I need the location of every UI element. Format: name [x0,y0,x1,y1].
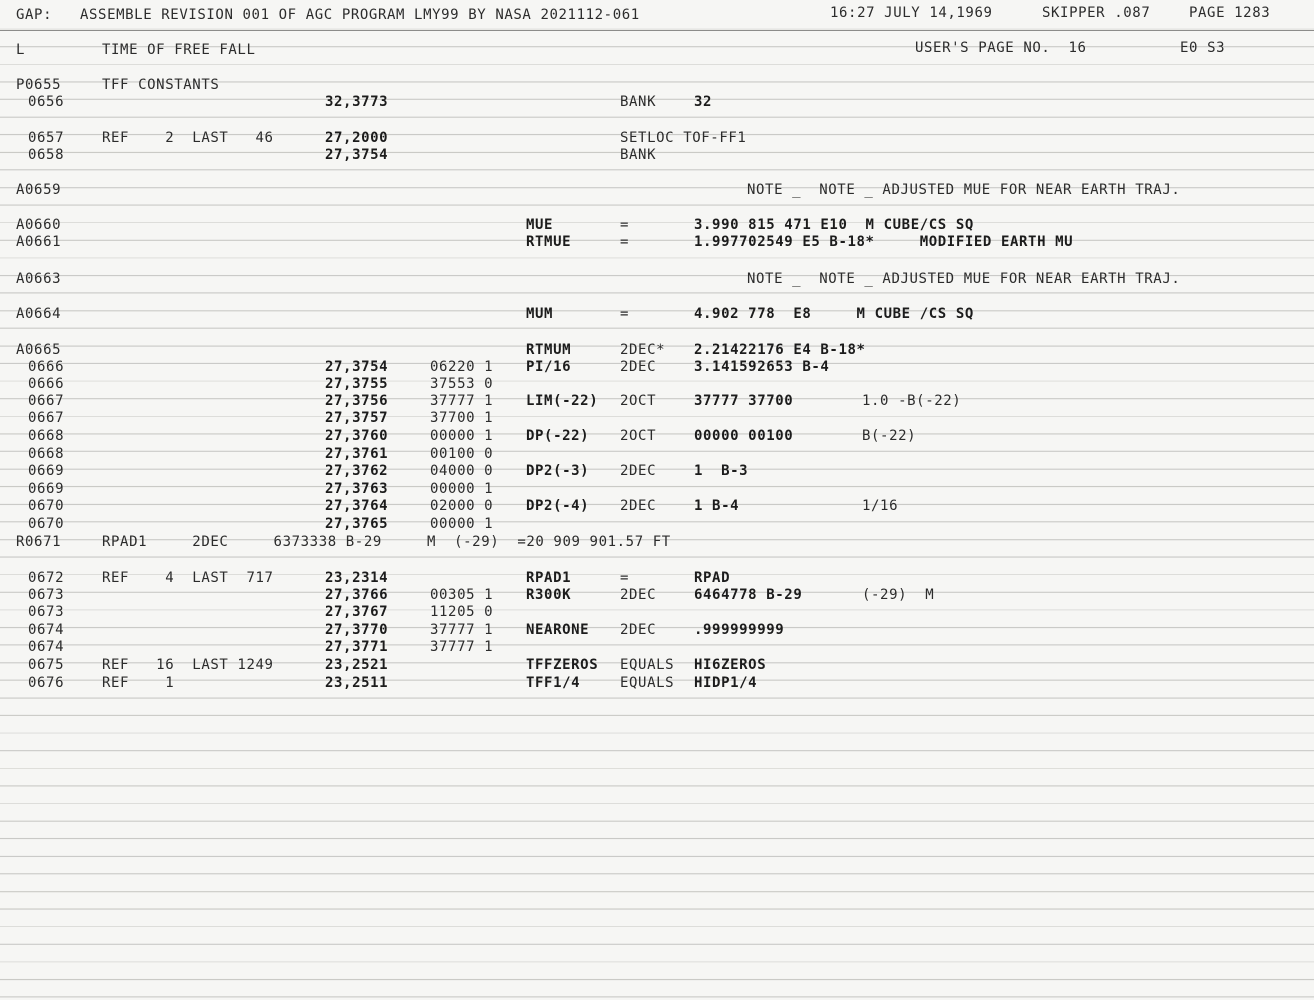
gap-label: GAP: [16,7,53,23]
listing-word: 00100 0 [430,446,494,462]
listing-num: 0676 [28,675,65,691]
listing-num: R0671 [16,534,62,550]
listing-num: A0660 [16,217,62,233]
listing-op: = [620,570,630,586]
listing-word: 37777 1 [430,639,494,655]
listing-num: 0667 [28,393,65,409]
listing-operand: 37777 37700 [694,393,794,409]
listing-operand: 2.21422176 E4 B-18* [694,342,866,358]
listing-op: = [620,234,630,250]
listing-ref: REF 16 LAST 1249 [102,657,274,673]
listing-op: = [620,217,630,233]
listing-num: 0658 [28,147,65,163]
listing-loc: 27,3766 [325,587,389,603]
listing-num: 0674 [28,639,65,655]
listing-label2: NEARONE [526,622,590,638]
listing-word: 37553 0 [430,376,494,392]
listing-label: TFF CONSTANTS [102,77,220,93]
listing-loc: 27,2000 [325,130,389,146]
listing-num: 0656 [28,94,65,110]
listing-op: 2DEC* [620,342,666,358]
listing-loc: 27,3756 [325,393,389,409]
listing-operand: HI6ZEROS [694,657,767,673]
listing-num: 0673 [28,587,65,603]
listing-word: 00000 1 [430,428,494,444]
listing-mnem: BANK [620,147,657,163]
listing-num: 0657 [28,130,65,146]
listing-label2: DP2(-3) [526,463,590,479]
listing-loc: 27,3770 [325,622,389,638]
listing-loc: 23,2521 [325,657,389,673]
listing-comment2: 1/16 [862,498,899,514]
listing-num: A0665 [16,342,62,358]
listing-comment2: 1.0 -B(-22) [862,393,962,409]
listing-label2: R300K [526,587,572,603]
listing-label: RPAD1 2DEC 6373338 B-29 M (-29) =20 909 901.57 FT [102,534,671,550]
listing-word: 00000 1 [430,481,494,497]
listing-word: 11205 0 [430,604,494,620]
assembly-title: ASSEMBLE REVISION 001 OF AGC PROGRAM LMY99 BY NASA 2021112-061 [80,7,640,23]
listing-word: 02000 0 [430,498,494,514]
listing-word: 37700 1 [430,410,494,426]
listing-op: EQUALS [620,675,675,691]
listing-op: 2DEC [620,463,657,479]
listing-num: P0655 [16,77,62,93]
listing-op: 2DEC [620,498,657,514]
subheader-prefix: L [16,42,26,58]
listing-label2: MUE [526,217,554,233]
listing-num: 0675 [28,657,65,673]
listing-op: 2OCT [620,393,657,409]
listing-loc: 23,2314 [325,570,389,586]
listing-loc: 27,3757 [325,410,389,426]
page-number: PAGE 1283 [1189,5,1271,21]
listing-operand: 6464778 B-29 [694,587,803,603]
listing-num: 0668 [28,428,65,444]
skipper: SKIPPER .087 [1042,5,1151,21]
listing-num: 0674 [28,622,65,638]
listing-num: 0666 [28,359,65,375]
listing-label2: RPAD1 [526,570,572,586]
header-rule [0,30,1314,31]
listing-num: 0669 [28,463,65,479]
listing-num: 0672 [28,570,65,586]
listing-word: 00305 1 [430,587,494,603]
listing-loc: 27,3763 [325,481,389,497]
section-title: TIME OF FREE FALL [102,42,256,58]
listing-op: 2DEC [620,587,657,603]
listing-label2: RTMUE [526,234,572,250]
listing-label2: PI/16 [526,359,572,375]
listing-label2: DP2(-4) [526,498,590,514]
listing-ref: REF 4 LAST 717 [102,570,274,586]
listing-loc: 27,3754 [325,359,389,375]
listing-comment: NOTE _ NOTE _ ADJUSTED MUE FOR NEAR EARTH TRAJ. [747,182,1181,198]
listing-label2: RTMUM [526,342,572,358]
listing-mnem: BANK [620,94,657,110]
listing-operand: 1 B-3 [694,463,749,479]
listing-loc: 23,2511 [325,675,389,691]
listing-operand: 1.997702549 E5 B-18* MODIFIED EARTH MU [694,234,1074,250]
listing-mnem: SETLOC TOF-FF1 [620,130,747,146]
listing-loc: 27,3762 [325,463,389,479]
listing-operand: 4.902 778 E8 M CUBE /CS SQ [694,306,974,322]
listing-num: 0666 [28,376,65,392]
listing-num: A0663 [16,271,62,287]
listing-loc: 27,3755 [325,376,389,392]
listing-label2: TFF1/4 [526,675,581,691]
listing-comment2: B(-22) [862,428,917,444]
listing-label2: DP(-22) [526,428,590,444]
listing-num: 0668 [28,446,65,462]
listing-ref: REF 1 [102,675,175,691]
listing-operand: .999999999 [694,622,785,638]
listing-num: 0673 [28,604,65,620]
listing-op: EQUALS [620,657,675,673]
listing-label2: LIM(-22) [526,393,599,409]
listing-op: = [620,306,630,322]
users-page: USER'S PAGE NO. 16 [915,40,1087,56]
listing-loc: 27,3761 [325,446,389,462]
listing-operand: 32 [694,94,713,110]
listing-num: 0669 [28,481,65,497]
listing-loc: 27,3764 [325,498,389,514]
listing-op: 2OCT [620,428,657,444]
listing-op: 2DEC [620,359,657,375]
listing-num: A0661 [16,234,62,250]
listing-loc: 27,3771 [325,639,389,655]
listing-loc: 27,3760 [325,428,389,444]
listing-loc: 27,3754 [325,147,389,163]
listing-loc: 32,3773 [325,94,389,110]
listing-word: 00000 1 [430,516,494,532]
listing-operand: 1 B-4 [694,498,740,514]
listing-loc: 27,3765 [325,516,389,532]
listing-loc: 27,3767 [325,604,389,620]
timestamp: 16:27 JULY 14,1969 [830,5,993,21]
eo-code: E0 S3 [1180,40,1226,56]
listing-operand: HIDP1/4 [694,675,758,691]
listing-num: 0670 [28,516,65,532]
listing-operand: 00000 00100 [694,428,794,444]
listing-ref: REF 2 LAST 46 [102,130,274,146]
listing-label2: MUM [526,306,554,322]
listing-comment2: (-29) M [862,587,935,603]
listing-num: A0659 [16,182,62,198]
listing-operand: 3.990 815 471 E10 M CUBE/CS SQ [694,217,974,233]
listing-comment: NOTE _ NOTE _ ADJUSTED MUE FOR NEAR EARTH TRAJ. [747,271,1181,287]
listing-num: 0670 [28,498,65,514]
listing-word: 37777 1 [430,622,494,638]
listing-word: 06220 1 [430,359,494,375]
listing-num: 0667 [28,410,65,426]
listing-num: A0664 [16,306,62,322]
listing-operand: 3.141592653 B-4 [694,359,830,375]
listing-word: 04000 0 [430,463,494,479]
listing-operand: RPAD [694,570,731,586]
listing-op: 2DEC [620,622,657,638]
listing-label2: TFFZEROS [526,657,599,673]
listing-word: 37777 1 [430,393,494,409]
